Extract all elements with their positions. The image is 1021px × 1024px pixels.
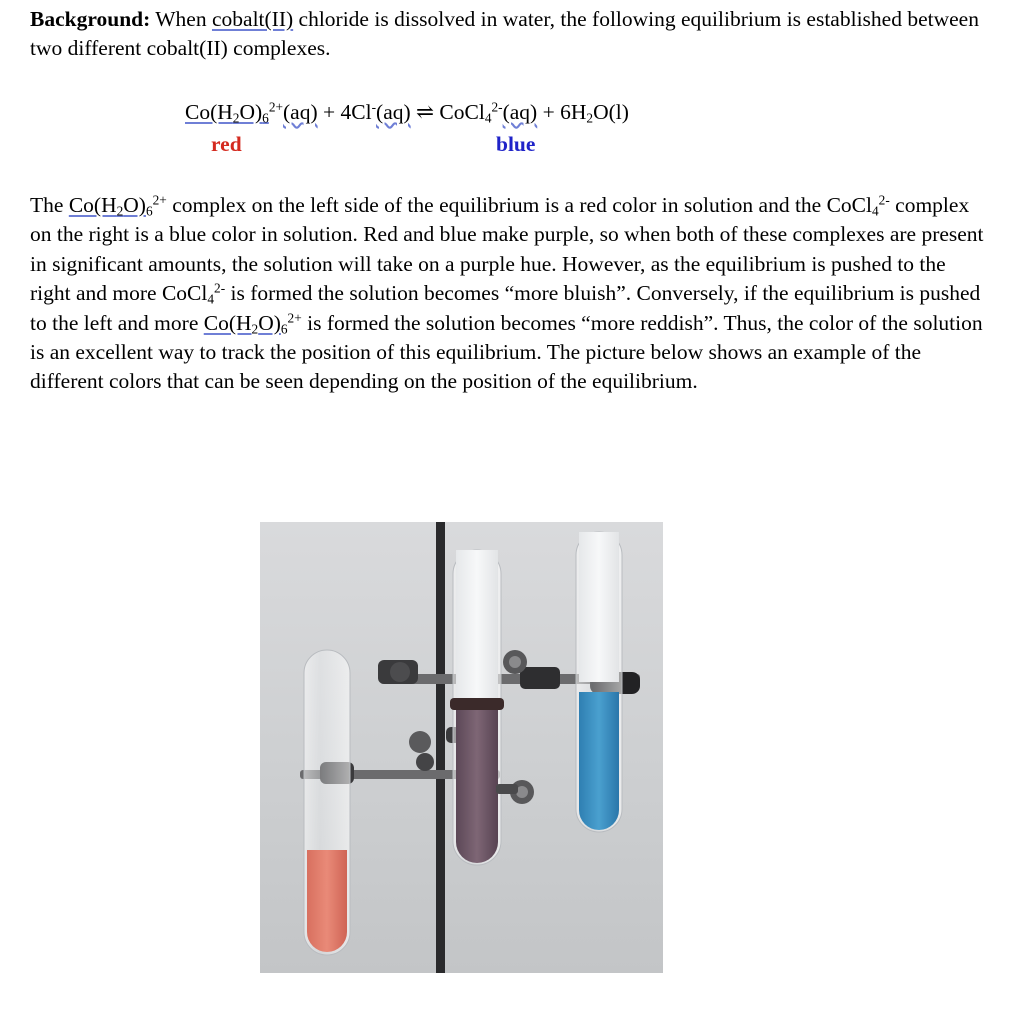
red-test-tube [304,650,350,955]
paragraph-text: The [30,193,69,217]
background-text: When [150,7,212,31]
water-term: + 6H [537,100,587,124]
paragraph-text: complex on the right is a blue color in solution. Red and blue make purple, so when both of these complexes are present in significant amounts, the solution will take on a purple hue. However, as the equilibrium is pushed to the right and more CoCl [30,193,984,306]
complex-charge: 2- [878,192,890,208]
chloride-term: + 4Cl [317,100,372,124]
test-tubes-illustration [260,522,663,973]
label-blue: blue [496,132,536,156]
water-term: O(l) [593,100,629,124]
complex-subscript: 4 [207,291,215,307]
paragraph-text: is formed the solution becomes “more reddish”. Thus, the color of the solution is an excellent way to track the position of this equilibrium. The picture below shows an example of the different colors that can be seen depending on the position of the equilibrium. [30,310,983,394]
state-aq: (aq) [376,100,411,124]
stand-rod [436,522,445,973]
product-charge: 2- [491,99,503,115]
hexaaqua-complex-link[interactable] [204,311,281,335]
complex-subscript: 4 [872,203,879,219]
state-aq: (aq) [502,100,538,124]
test-tubes-photo [260,522,663,973]
reactant-text: O) [239,100,263,124]
equilibrium-arrow: ⇌ [410,100,440,124]
product-subscript: 4 [484,110,492,126]
complex-text: Co(H [203,310,252,335]
water-subscript: 2 [586,110,594,126]
background-paragraph [30,5,990,64]
cobalt-link[interactable]: cobalt(II) [211,7,294,31]
background-text: chloride is dissolved in water, the following equilibrium is established between two different cobalt(II) complexes. [30,7,979,61]
blue-test-tube [576,532,622,832]
reactant-subscript: 2 [232,110,240,126]
complex-charge: 2+ [287,310,302,326]
complex-subscript: 2 [116,203,124,219]
product-complex: CoCl [439,100,485,124]
explanation-paragraph [30,191,990,397]
complex-text: O) [123,193,146,217]
paragraph-text: is formed the solution becomes “more bluish”. Conversely, if the equilibrium is pushed to the left and more [30,281,981,335]
state-aq: (aq) [283,100,318,124]
complex-subscript: 2 [251,320,259,336]
complex-charge: 2+ [152,192,167,208]
background-heading: Background: [30,7,151,31]
reactant-subscript: 6 [262,110,269,126]
complex-text: Co(H [68,193,117,217]
complex-subscript: 6 [280,320,288,336]
complex-charge: 2- [214,280,226,296]
equilibrium-equation [185,98,629,126]
label-red: red [211,132,242,156]
reactant-complex[interactable] [185,100,269,124]
complex-text: O) [258,310,281,335]
reactant-text: Co(H [185,100,233,124]
purple-test-tube [450,550,504,865]
paragraph-text: complex on the left side of the equilibrium is a red color in solution and the CoCl [166,193,872,217]
complex-subscript: 6 [145,203,153,219]
chloride-charge: - [371,99,377,115]
reactant-charge: 2+ [268,99,283,115]
hexaaqua-complex-link[interactable] [69,193,146,217]
